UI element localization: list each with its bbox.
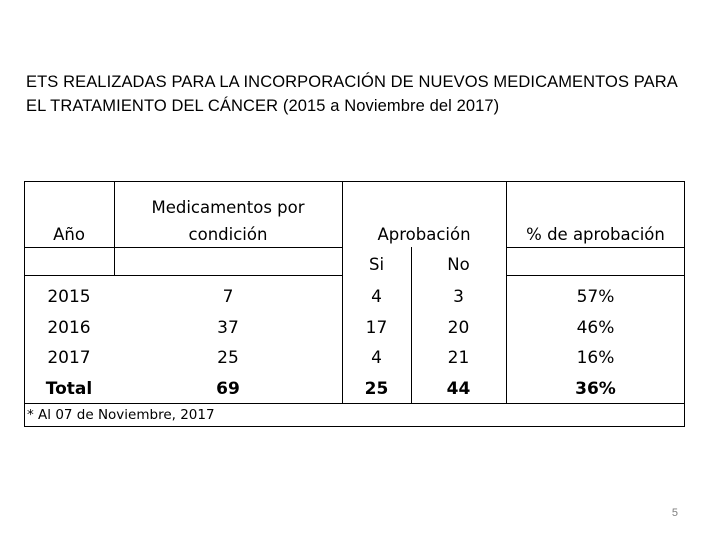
header-yes: Si [368, 255, 385, 274]
row-2015-no: 3 [453, 287, 464, 307]
approval-table [24, 181, 685, 427]
row-2017-meds: 25 [217, 348, 239, 368]
divider [506, 247, 685, 248]
row-2016-yes: 17 [365, 318, 388, 338]
header-year: Año [53, 225, 85, 244]
row-2017-pct: 16% [576, 348, 615, 368]
row-2016-pct: 46% [576, 318, 615, 338]
total-meds: 69 [216, 379, 240, 399]
row-2017-year: 2017 [47, 348, 91, 368]
header-approval: Aprobación [377, 225, 471, 244]
row-2015-year: 2015 [47, 287, 91, 307]
divider [114, 247, 342, 248]
divider [24, 403, 685, 404]
header-percent: % de aprobación [526, 225, 665, 244]
header-meds-line-1: Medicamentos por [151, 198, 305, 217]
row-2016-year: 2016 [47, 318, 91, 338]
title-line-2: EL TRATAMIENTO DEL CÁNCER (2015 a Noviembre del 2017) [26, 97, 500, 115]
row-2015-meds: 7 [222, 287, 234, 307]
total-pct: 36% [575, 379, 616, 399]
total-no: 44 [446, 379, 471, 399]
row-2015-yes: 4 [371, 287, 382, 307]
header-no: No [447, 255, 470, 274]
page-number: 5 [671, 507, 678, 519]
row-2016-meds: 37 [217, 318, 239, 338]
divider [506, 275, 685, 276]
row-2016-no: 20 [447, 318, 470, 338]
header-meds-line-2: condición [188, 225, 268, 244]
footnote: * Al 07 de Noviembre, 2017 [27, 407, 215, 423]
document-title [26, 70, 706, 118]
row-2017-yes: 4 [371, 348, 382, 368]
divider [24, 247, 114, 248]
row-2017-no: 21 [447, 348, 470, 368]
total-yes: 25 [364, 379, 389, 399]
title-line-1: ETS REALIZADAS PARA LA INCORPORACIÓN DE NUEVOS MEDICAMENTOS PARA [26, 73, 678, 91]
total-label: Total [45, 379, 93, 399]
divider [24, 275, 342, 276]
row-2015-pct: 57% [576, 287, 615, 307]
